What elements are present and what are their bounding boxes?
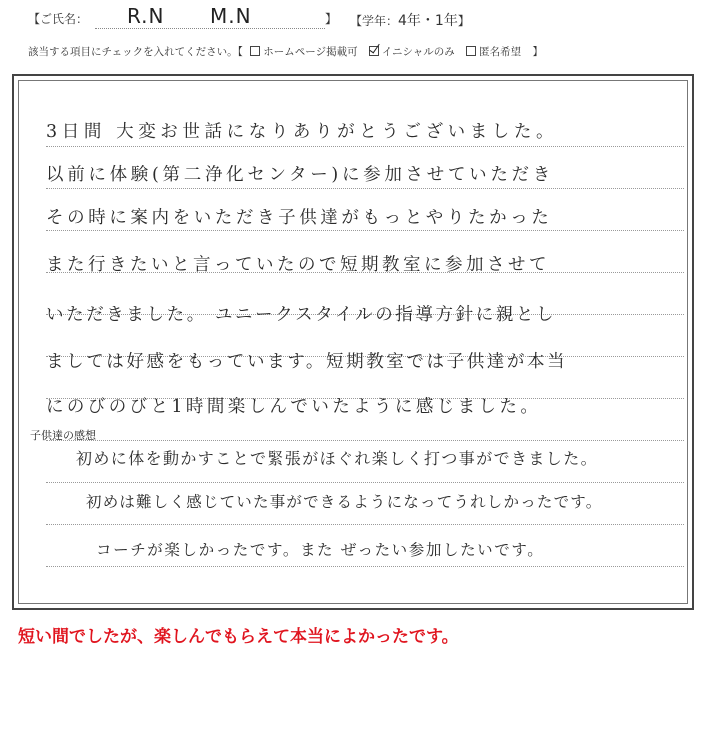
name-underline bbox=[95, 28, 325, 29]
checkbox-anonymous[interactable] bbox=[466, 46, 476, 56]
consent-row bbox=[28, 44, 547, 59]
letter-line-6: ましては好感をもっています。短期教室では子供達が本当 bbox=[46, 352, 568, 372]
consent-option-label: ホームページ掲載可 bbox=[263, 46, 358, 58]
ruled-line bbox=[46, 566, 684, 567]
checkbox-initials-checked[interactable] bbox=[369, 46, 379, 56]
staff-comment: 短い間でしたが、楽しんでもらえて本当によかったです。 bbox=[18, 627, 459, 647]
name-bracket-close: 】 bbox=[325, 12, 338, 26]
ruled-line bbox=[46, 482, 684, 483]
margin-note-kids-impressions: 子供達の感想 bbox=[30, 429, 96, 442]
grade-label: 【学年： bbox=[350, 14, 399, 28]
letter-line-10: コーチが楽しかったです。また ぜったい参加したいです。 bbox=[96, 541, 545, 559]
letter-sheet bbox=[12, 74, 694, 610]
handwritten-name-second: M.N bbox=[210, 4, 252, 28]
consent-option-initials[interactable] bbox=[369, 46, 459, 58]
ruled-line bbox=[46, 188, 684, 189]
letter-line-7: にのびのびと1時間楽しんでいたように感じました。 bbox=[46, 397, 542, 417]
letter-line-9: 初めは難しく感じていた事ができるようになってうれしかったです。 bbox=[86, 493, 603, 511]
handwritten-name-first: R.N bbox=[127, 4, 165, 28]
checkbox-homepage[interactable] bbox=[250, 46, 260, 56]
name-label: 【ご氏名： bbox=[28, 12, 89, 26]
consent-option-homepage[interactable] bbox=[250, 46, 361, 58]
letter-sheet-inner-border bbox=[18, 80, 688, 604]
ruled-line bbox=[46, 524, 684, 525]
consent-option-anonymous[interactable] bbox=[466, 46, 525, 58]
letter-line-1: 3日間 大変お世話になりありがとうございました。 bbox=[46, 122, 559, 142]
ruled-line bbox=[46, 230, 684, 231]
consent-instruction: 該当する項目にチェックを入れてください。【 bbox=[28, 46, 243, 58]
grade-field bbox=[350, 10, 470, 30]
grade-value: 4年・1年 bbox=[398, 13, 458, 29]
consent-option-label: イニシャルのみ bbox=[381, 46, 455, 58]
letter-line-4: また行きたいと言っていたので短期教室に参加させて bbox=[46, 255, 550, 275]
letter-line-2: 以前に体験(第二浄化センター)に参加させていただき bbox=[46, 165, 554, 185]
consent-option-label: 匿名希望 bbox=[479, 46, 522, 58]
consent-bracket-close: 】 bbox=[532, 46, 543, 58]
letter-line-5: いただきました。 ユニークスタイルの指導方針に親とし bbox=[46, 305, 557, 325]
ruled-line bbox=[46, 146, 684, 147]
grade-bracket-close: 】 bbox=[457, 14, 470, 28]
ruled-line bbox=[46, 440, 684, 441]
letter-line-8: 初めに体を動かすことで緊張がほぐれ楽しく打つ事ができました。 bbox=[76, 449, 599, 468]
letter-line-3: その時に案内をいただき子供達がもっとやりたかった bbox=[46, 208, 553, 228]
